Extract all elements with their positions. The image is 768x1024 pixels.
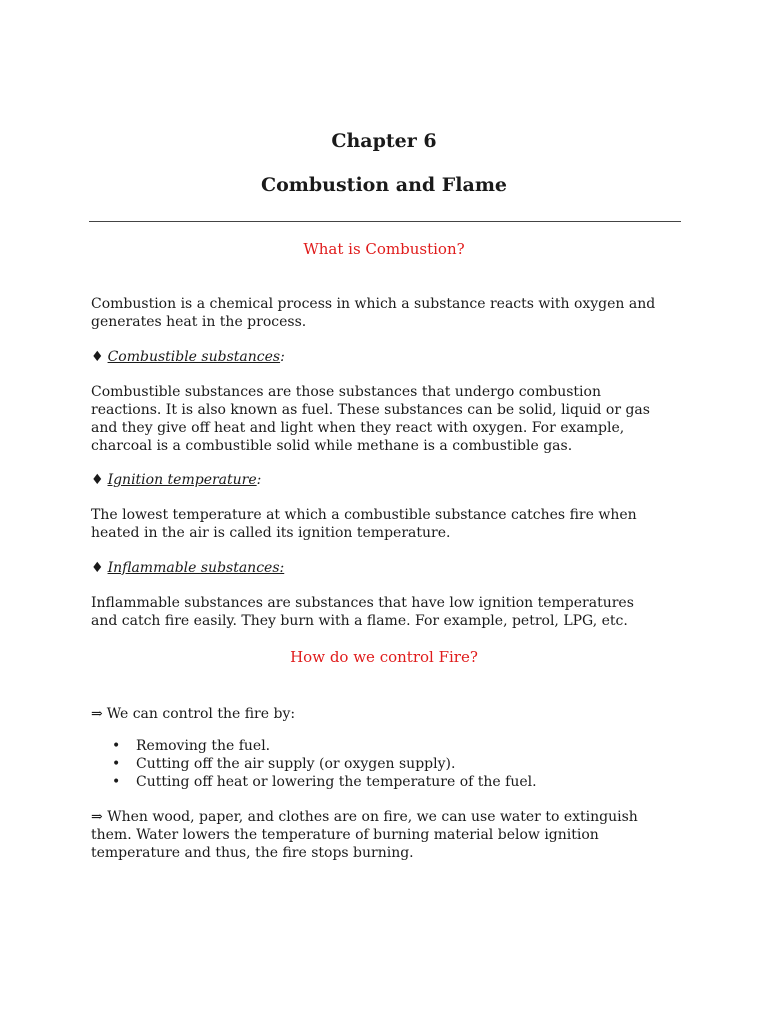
bullet-dot-icon: • — [112, 756, 121, 772]
paragraph-line: charcoal is a combustible solid while methane is a combustible gas. — [91, 438, 573, 454]
title-divider — [89, 221, 681, 222]
term-inflammable-substances — [91, 559, 284, 577]
section-heading-control-fire: How do we control Fire? — [290, 648, 478, 666]
water-extinguish-paragraph — [91, 808, 691, 862]
list-item — [112, 773, 537, 791]
paragraph-line: Inflammable substances are substances that have low ignition temperatures — [91, 595, 634, 611]
bullet-dot-icon: • — [112, 774, 121, 790]
chapter-title: Combustion and Flame — [260, 174, 508, 196]
right-double-arrow-icon: ⇒ — [91, 706, 103, 722]
paragraph-line: heated in the air is called its ignition temperature. — [91, 525, 451, 541]
diamond-bullet-icon: ♦ — [91, 472, 104, 488]
section-heading-combustion: What is Combustion? — [303, 240, 465, 258]
list-item — [112, 737, 537, 755]
list-item-text: Cutting off heat or lowering the temperature of the fuel. — [136, 774, 537, 790]
control-methods-list — [112, 737, 537, 791]
right-double-arrow-icon: ⇒ — [91, 809, 103, 825]
list-item — [112, 755, 537, 773]
inflammable-substances-description — [91, 594, 691, 630]
term-label: Ignition temperature — [107, 472, 257, 488]
term-combustible-substances — [91, 348, 285, 366]
list-item-text: Cutting off the air supply (or oxygen supply). — [136, 756, 456, 772]
ignition-temperature-description — [91, 506, 691, 542]
term-colon: : — [280, 349, 285, 365]
paragraph-line: The lowest temperature at which a combustible substance catches fire when — [91, 507, 637, 523]
paragraph-line: temperature and thus, the fire stops burning. — [91, 845, 414, 861]
chapter-number: Chapter 6 — [331, 130, 437, 152]
paragraph-line: Combustion is a chemical process in which a substance reacts with oxygen and — [91, 296, 656, 312]
combustible-substances-description — [91, 383, 691, 455]
term-label: Combustible substances — [107, 349, 281, 365]
paragraph-line: generates heat in the process. — [91, 314, 307, 330]
paragraph-line: Combustible substances are those substances that undergo combustion — [91, 384, 601, 400]
paragraph-line: and they give off heat and light when they react with oxygen. For example, — [91, 420, 625, 436]
paragraph-line: reactions. It is also known as fuel. These substances can be solid, liquid or gas — [91, 402, 650, 418]
control-intro — [91, 705, 295, 723]
bullet-dot-icon: • — [112, 738, 121, 754]
term-colon: : — [256, 472, 262, 488]
paragraph-line: them. Water lowers the temperature of burning material below ignition — [91, 827, 599, 843]
paragraph-line: When wood, paper, and clothes are on fire, we can use water to extinguish — [107, 809, 638, 825]
term-ignition-temperature — [91, 471, 261, 489]
term-label: Inflammable substances: — [107, 560, 285, 576]
diamond-bullet-icon: ♦ — [91, 349, 104, 365]
control-intro-text: We can control the fire by: — [106, 706, 296, 722]
list-item-text: Removing the fuel. — [136, 738, 271, 754]
combustion-definition — [91, 295, 691, 331]
paragraph-line: and catch fire easily. They burn with a flame. For example, petrol, LPG, etc. — [91, 613, 628, 629]
diamond-bullet-icon: ♦ — [91, 560, 104, 576]
